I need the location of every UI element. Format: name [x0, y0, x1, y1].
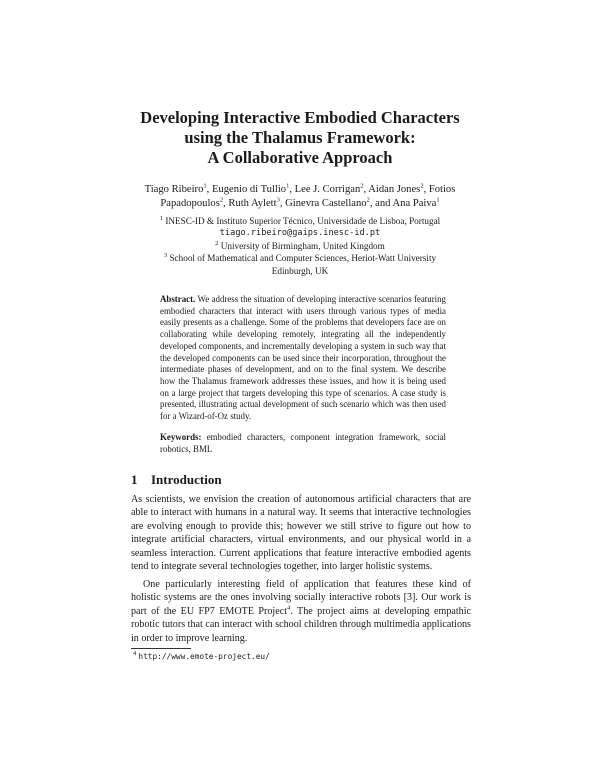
author-name: , Ruth Aylett — [223, 198, 277, 209]
affil-mark: 1 — [286, 182, 290, 190]
keywords — [160, 432, 446, 455]
affil-mark: 2 — [360, 182, 364, 190]
author-list — [95, 183, 505, 211]
affil-mark: 1 — [203, 182, 207, 190]
affil-mark: 2 — [366, 196, 370, 204]
author-line-1 — [95, 183, 505, 197]
section-number: 1 — [131, 472, 138, 487]
affil-number: 3 — [163, 252, 168, 260]
footnote — [133, 651, 270, 661]
author-name: Papadopoulos — [160, 198, 220, 209]
author-name: Tiago Ribeiro — [144, 184, 204, 195]
keywords-text: embodied characters, component integration framework, social robotics, BML — [160, 432, 446, 454]
author-name: , Aidan Jones — [363, 184, 421, 195]
affil-mark: 2 — [420, 182, 424, 190]
footnote-link[interactable]: http://www.emote-project.eu/ — [138, 652, 270, 661]
author-name: , Ginevra Castellano — [279, 198, 367, 209]
author-line-2 — [95, 197, 505, 211]
author-name: , Eugenio di Tullio — [206, 184, 287, 195]
affiliation-3-city: Edinburgh, UK — [271, 265, 329, 276]
footnote-number: 4 — [133, 650, 137, 658]
intro-paragraph-2 — [131, 578, 471, 645]
abstract — [160, 294, 446, 423]
intro-paragraph-1: As scientists, we envision the creation of autonomous artificial characters that are able to interact with humans in a natural way. It seems that interactive technologies are evolving enough to provide this; however we still strive to figure out how to integrate artificial characters, virtual environments, and our physical world in a seamless interaction. Current applications that feature interactive embodied agents tend to integrate several technologies together, into larger holistic systems. — [131, 494, 471, 573]
footnote-mark: 4 — [287, 604, 291, 612]
paper-title — [100, 108, 500, 168]
affil-mark: 3 — [276, 196, 280, 204]
paragraph-text: . The project aims at developing empathic robotic tutors that can interact with school children through multimedia applications in order to improve learning. — [131, 605, 472, 644]
affiliation-2 — [120, 240, 480, 252]
title-line-2: using the Thalamus Framework: — [184, 128, 416, 147]
affil-mark: 2 — [219, 196, 224, 204]
affiliation-text: INESC-ID & Instituto Superior Técnico, Universidade de Lisboa, Portugal — [165, 216, 441, 226]
affiliation-3 — [120, 252, 480, 264]
section-title: Introduction — [151, 472, 222, 487]
keywords-label: Keywords: — [160, 432, 202, 442]
abstract-text: We address the situation of developing interactive scenarios featuring embodied characters that interact with users through various types of media easily presents as a challenge. Some of the problems that developers face are on collaborating while developing remotely, integrating all the independently developed components, and incrementally developing a system in such way that the developed components can be used since their incorporation, throughout the intermediate phases of development, and on to the final system. We describe how the Thalamus framework addresses these issues, and how it is being used on a large project that targets developing this type of scenarios. A case study is presented, illustrating actual development of such scenario which was then used for a Wizard-of-Oz study. — [160, 294, 446, 422]
author-name: , Fotios — [423, 184, 456, 195]
author-name: , and Ana Paiva — [369, 198, 437, 209]
affil-number: 1 — [159, 214, 164, 222]
affil-mark: 1 — [436, 196, 440, 204]
paragraph-text: One particularly interesting field of application that features these kind of holistic systems are the ones involving socially interactive robots [3]. Our work is part of the EU FP7 EMOTE Project — [131, 579, 471, 617]
affiliation-text: School of Mathematical and Computer Sciences, Heriot-Watt University — [169, 253, 437, 264]
affiliations — [120, 215, 480, 277]
section-heading — [131, 472, 222, 488]
affiliation-1 — [120, 215, 480, 227]
affil-number: 2 — [215, 239, 219, 247]
author-name: , Lee J. Corrigan — [289, 184, 361, 195]
title-line-1: Developing Interactive Embodied Characters — [140, 108, 460, 127]
title-line-3: A Collaborative Approach — [207, 148, 393, 167]
affiliation-text: University of Birmingham, United Kingdom — [220, 240, 385, 251]
author-email: tiago.ribeiro@gaips.inesc-id.pt — [219, 228, 381, 239]
footnote-divider — [131, 648, 191, 649]
abstract-label: Abstract. — [160, 294, 196, 304]
